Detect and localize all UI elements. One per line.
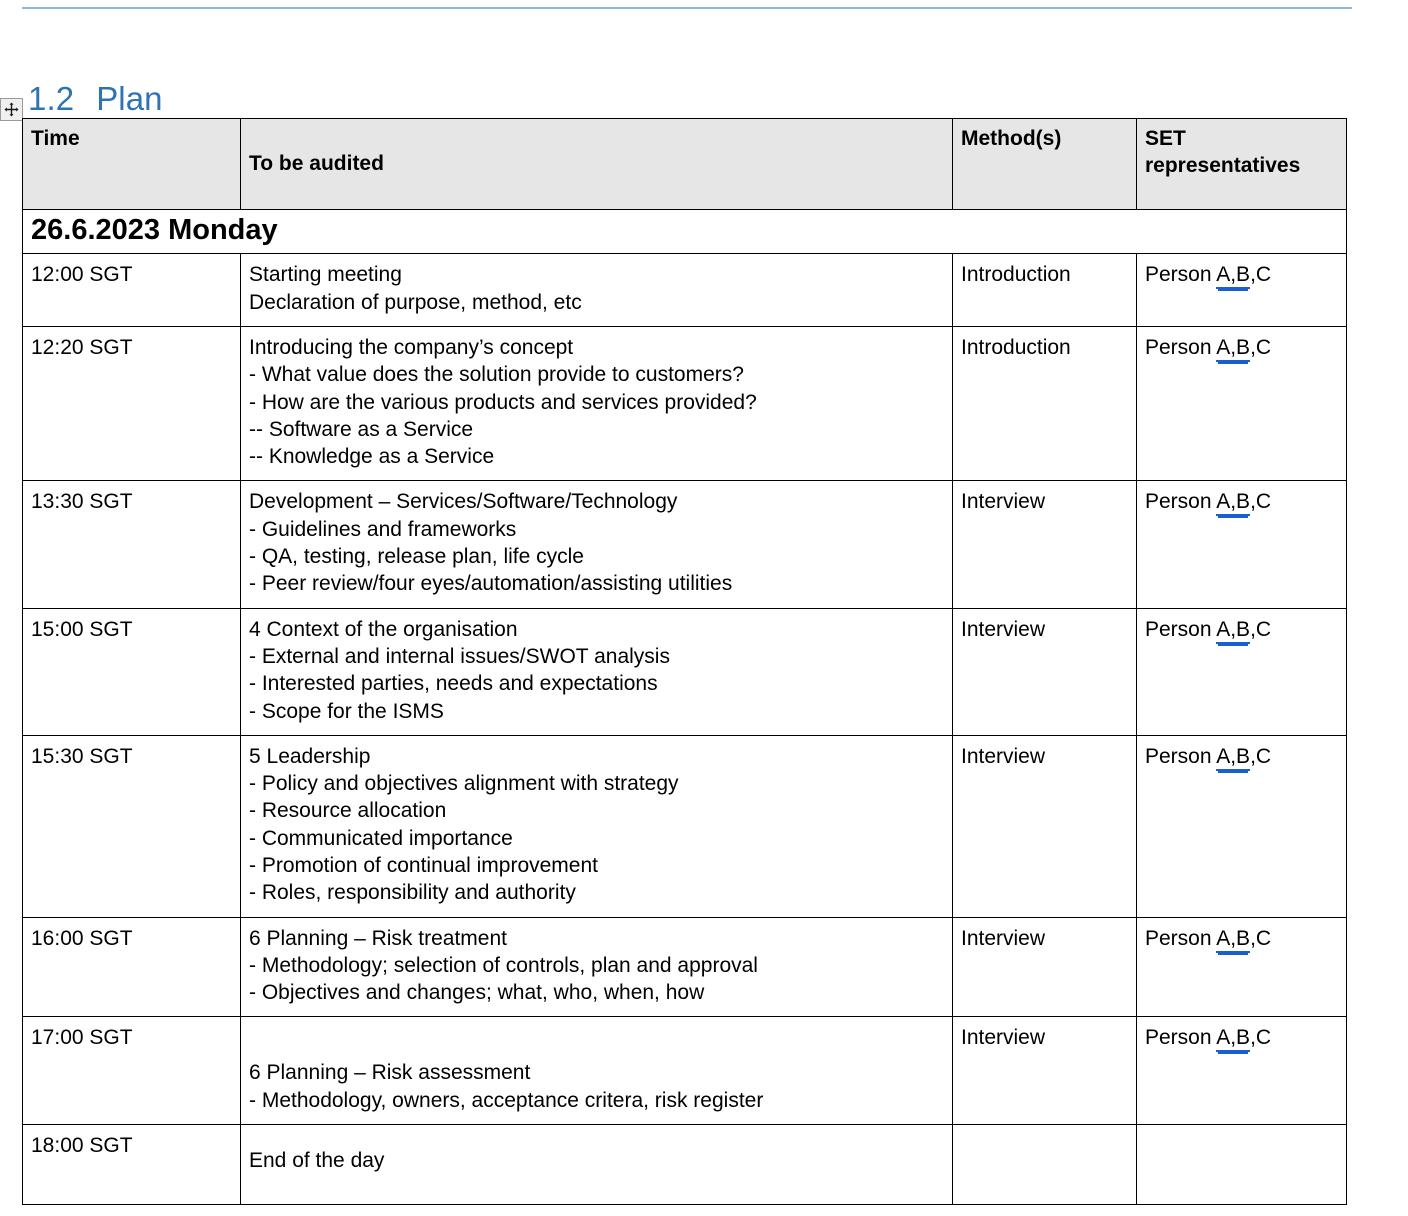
set-prefix: Person (1145, 490, 1217, 514)
audited-line: Declaration of purpose, method, etc (249, 290, 582, 314)
cell-method: Interview (953, 735, 1137, 917)
set-suffix: ,C (1250, 744, 1272, 768)
cell-to-be-audited (241, 326, 953, 480)
audited-line: - Methodology; selection of controls, plan and approval (249, 953, 758, 977)
audited-line: -- Software as a Service (249, 417, 474, 441)
audited-line: - How are the various products and services provided? (249, 390, 757, 414)
cell-time: 18:00 SGT (23, 1125, 241, 1205)
audited-line: Starting meeting (249, 263, 402, 287)
audited-line: - Communicated importance (249, 826, 513, 850)
audited-line: - What value does the solution provide to customers? (249, 363, 744, 387)
audited-line: - Interested parties, needs and expectations (249, 672, 658, 696)
column-header-time: Time (23, 119, 241, 210)
cell-to-be-audited (241, 608, 953, 735)
cell-time: 12:20 SGT (23, 326, 241, 480)
table-row (23, 735, 1347, 917)
cell-method: Introduction (953, 326, 1137, 480)
cell-to-be-audited (241, 1017, 953, 1125)
audited-line: - QA, testing, release plan, life cycle (249, 545, 584, 569)
column-header-methods: Method(s) (953, 119, 1137, 210)
cell-to-be-audited (241, 481, 953, 608)
cell-to-be-audited (241, 1125, 953, 1205)
cell-time: 16:00 SGT (23, 917, 241, 1017)
cell-method: Interview (953, 917, 1137, 1017)
table-row (23, 608, 1347, 735)
cell-to-be-audited (241, 254, 953, 327)
cell-method (953, 1125, 1137, 1205)
set-prefix: Person (1145, 1026, 1217, 1050)
set-flagged-text: A,B (1216, 745, 1250, 771)
cell-time: 15:00 SGT (23, 608, 241, 735)
audited-line: - Promotion of continual improvement (249, 853, 598, 877)
cell-set-representatives (1137, 481, 1347, 608)
audited-line: - Objectives and changes; what, who, when, how (249, 981, 705, 1005)
set-flagged-text: A,B (1216, 336, 1250, 362)
page-header-rule (22, 7, 1352, 9)
day-banner-row (23, 210, 1347, 254)
audited-line: End of the day (249, 1149, 385, 1173)
page-title (28, 80, 163, 118)
set-suffix: ,C (1250, 926, 1272, 950)
heading-number: 1.2 (28, 80, 75, 118)
cell-method: Interview (953, 481, 1137, 608)
set-flagged-text: A,B (1216, 263, 1250, 289)
column-header-set-representatives (1137, 119, 1347, 210)
set-flagged-text: A,B (1216, 927, 1250, 953)
audited-line: 4 Context of the organisation (249, 617, 518, 641)
cell-set-representatives (1137, 608, 1347, 735)
audited-line: Introducing the company’s concept (249, 335, 574, 359)
audited-line: - Policy and objectives alignment with strategy (249, 772, 679, 796)
set-flagged-text: A,B (1216, 490, 1250, 516)
cell-method: Interview (953, 1017, 1137, 1125)
set-suffix: ,C (1250, 617, 1272, 641)
audited-line: -- Knowledge as a Service (249, 445, 495, 469)
table-row (23, 1017, 1347, 1125)
audited-line: - Scope for the ISMS (249, 699, 444, 723)
heading-text: Plan (96, 80, 163, 118)
cell-set-representatives (1137, 326, 1347, 480)
cell-set-representatives (1137, 1125, 1347, 1205)
set-header-line-2: representatives (1145, 154, 1301, 178)
cell-time: 15:30 SGT (23, 735, 241, 917)
table-row (23, 254, 1347, 327)
set-header-line-1: SET (1145, 127, 1186, 150)
audited-line: 5 Leadership (249, 744, 371, 768)
cell-set-representatives (1137, 917, 1347, 1017)
set-suffix: ,C (1250, 1026, 1272, 1050)
set-prefix: Person (1145, 926, 1217, 950)
audited-line: - Methodology, owners, acceptance critera, risk register (249, 1088, 764, 1112)
table-row (23, 326, 1347, 480)
table-row (23, 917, 1347, 1017)
set-flagged-text: A,B (1216, 618, 1250, 644)
day-banner-cell: 26.6.2023 Monday (23, 210, 1347, 254)
audited-line: - Guidelines and frameworks (249, 517, 517, 541)
set-prefix: Person (1145, 335, 1217, 359)
cell-method: Introduction (953, 254, 1137, 327)
set-suffix: ,C (1250, 263, 1272, 287)
audited-line: - Peer review/four eyes/automation/assisting utilities (249, 572, 733, 596)
cell-set-representatives (1137, 735, 1347, 917)
audit-plan-table (22, 118, 1347, 1205)
set-prefix: Person (1145, 263, 1217, 287)
audited-line: - Roles, responsibility and authority (249, 881, 576, 905)
cell-to-be-audited (241, 917, 953, 1017)
set-flagged-text: A,B (1216, 1026, 1250, 1052)
audited-line: Development – Services/Software/Technology (249, 490, 678, 514)
set-prefix: Person (1145, 617, 1217, 641)
cell-to-be-audited (241, 735, 953, 917)
table-row (23, 1125, 1347, 1205)
table-move-handle[interactable] (0, 98, 23, 121)
move-cross-icon (4, 102, 19, 117)
audited-line: - External and internal issues/SWOT analysis (249, 644, 670, 668)
cell-set-representatives (1137, 1017, 1347, 1125)
set-suffix: ,C (1250, 490, 1272, 514)
cell-time: 13:30 SGT (23, 481, 241, 608)
table-row (23, 481, 1347, 608)
cell-set-representatives (1137, 254, 1347, 327)
table-header-row (23, 119, 1347, 210)
cell-time: 17:00 SGT (23, 1017, 241, 1125)
cell-time: 12:00 SGT (23, 254, 241, 327)
audited-line: 6 Planning – Risk assessment (249, 1061, 531, 1085)
set-suffix: ,C (1250, 335, 1272, 359)
column-header-to-be-audited: To be audited (241, 119, 953, 210)
set-prefix: Person (1145, 744, 1217, 768)
audited-line: - Resource allocation (249, 799, 447, 823)
cell-method: Interview (953, 608, 1137, 735)
audited-line: 6 Planning – Risk treatment (249, 926, 507, 950)
